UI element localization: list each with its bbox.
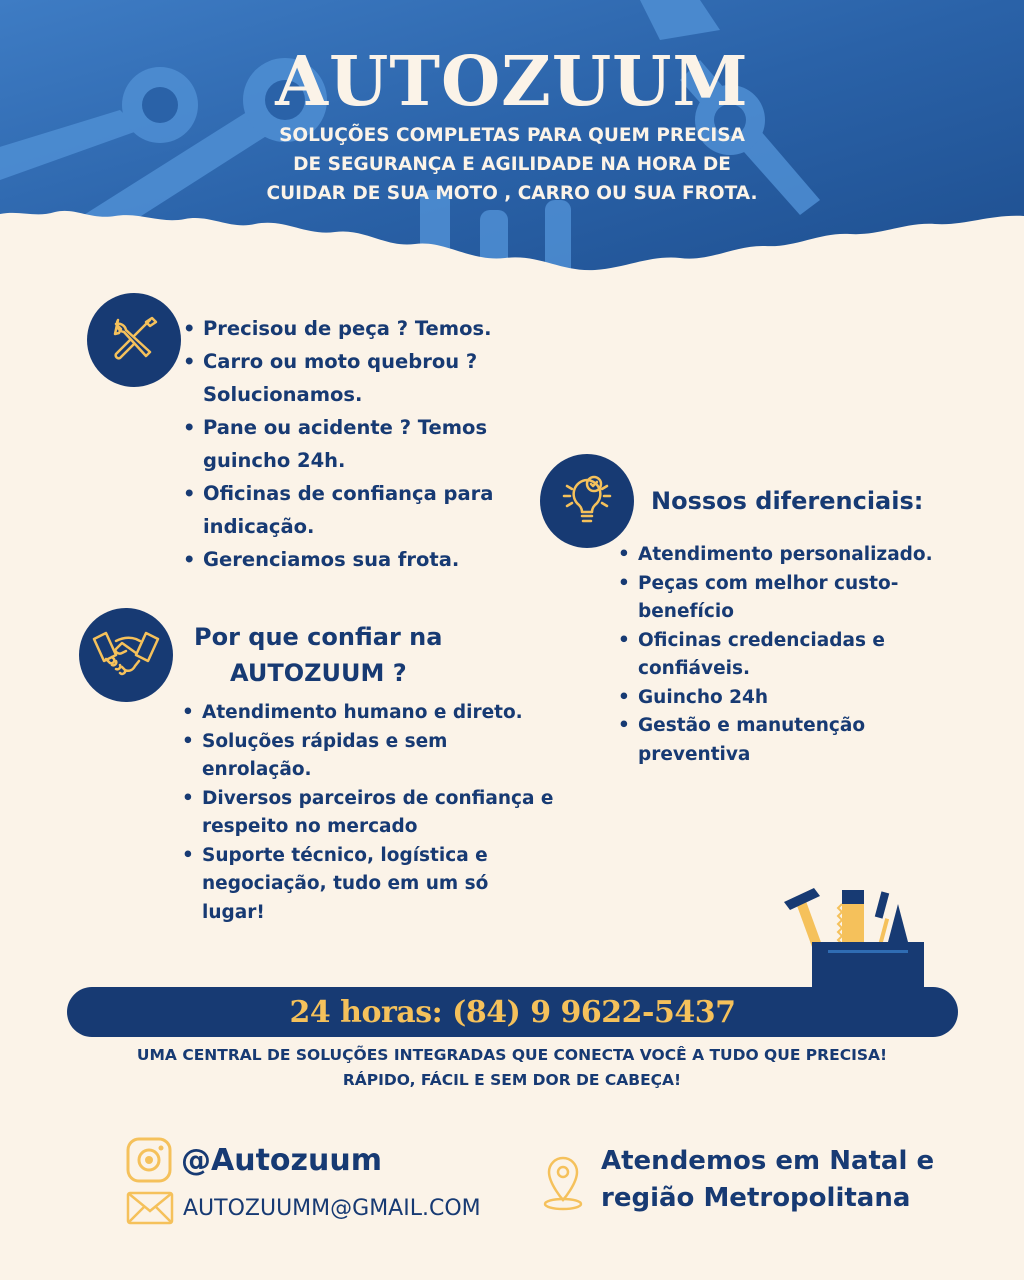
list-item: • Atendimento personalizado. bbox=[616, 541, 956, 570]
phone-number[interactable]: 24 horas: (84) 9 9622-5437 bbox=[289, 994, 736, 1030]
central-description bbox=[80, 1043, 944, 1093]
list-item: • Suporte técnico, logística e negociação, tudo em um só lugar! bbox=[180, 842, 555, 928]
list-item: • Atendimento humano e direto. bbox=[180, 699, 555, 728]
lightbulb-icon bbox=[552, 466, 622, 536]
list-item: • Gerenciamos sua frota. bbox=[181, 543, 521, 576]
tagline-line: DE SEGURANÇA E AGILIDADE NA HORA DE bbox=[293, 154, 731, 175]
list-item: • Pane ou acidente ? Temos guincho 24h. bbox=[181, 411, 521, 477]
list-item: • Oficinas credenciadas e confiáveis. bbox=[616, 627, 956, 684]
tools-icon bbox=[104, 310, 164, 370]
list-item: • Precisou de peça ? Temos. bbox=[181, 312, 521, 345]
service-area-line1: Atendemos em Natal e bbox=[601, 1146, 935, 1176]
list-item: • Carro ou moto quebrou ? Solucionamos. bbox=[181, 345, 521, 411]
brand-tagline bbox=[200, 121, 824, 208]
instagram-handle[interactable]: @Autozuum bbox=[181, 1143, 382, 1178]
brand-title: AUTOZUUM bbox=[275, 42, 749, 122]
list-item: • Diversos parceiros de confiança e respeito no mercado bbox=[180, 785, 555, 842]
trust-title bbox=[194, 619, 474, 691]
trust-list bbox=[180, 699, 555, 927]
email-icon[interactable] bbox=[126, 1191, 174, 1225]
hero-banner bbox=[0, 0, 1024, 300]
list-item: • Gestão e manutenção preventiva bbox=[616, 712, 956, 769]
toolbox-icon bbox=[778, 880, 928, 988]
tagline-line: CUIDAR DE SUA MOTO , CARRO OU SUA FROTA. bbox=[266, 183, 758, 204]
trust-title-line2: AUTOZUUM ? bbox=[230, 659, 407, 687]
instagram-icon[interactable] bbox=[126, 1137, 172, 1183]
email-address[interactable]: AUTOZUUMM@GMAIL.COM bbox=[183, 1196, 481, 1221]
location-pin-icon bbox=[541, 1154, 585, 1212]
tagline-line: SOLUÇÕES COMPLETAS PARA QUEM PRECISA bbox=[279, 125, 745, 146]
central-line2: RÁPIDO, FÁCIL E SEM DOR DE CABEÇA! bbox=[342, 1071, 682, 1089]
list-item: • Peças com melhor custo-benefício bbox=[616, 570, 956, 627]
central-line1: UMA CENTRAL DE SOLUÇÕES INTEGRADAS QUE CONECTA VOCÊ A TUDO QUE PRECISA! bbox=[136, 1046, 888, 1064]
lightbulb-icon-badge bbox=[540, 454, 634, 548]
list-item: • Soluções rápidas e sem enrolação. bbox=[180, 728, 555, 785]
services-list bbox=[181, 312, 521, 576]
differentials-list bbox=[616, 541, 956, 769]
phone-banner bbox=[67, 987, 958, 1037]
trust-title-line1: Por que confiar na bbox=[194, 623, 443, 651]
service-area bbox=[601, 1143, 934, 1217]
differentials-title: Nossos diferenciais: bbox=[651, 487, 924, 515]
list-item: • Guincho 24h bbox=[616, 684, 956, 713]
list-item: • Oficinas de confiança para indicação. bbox=[181, 477, 521, 543]
handshake-icon bbox=[90, 625, 162, 685]
tools-icon-badge bbox=[87, 293, 181, 387]
handshake-icon-badge bbox=[79, 608, 173, 702]
service-area-line2: região Metropolitana bbox=[601, 1183, 911, 1213]
